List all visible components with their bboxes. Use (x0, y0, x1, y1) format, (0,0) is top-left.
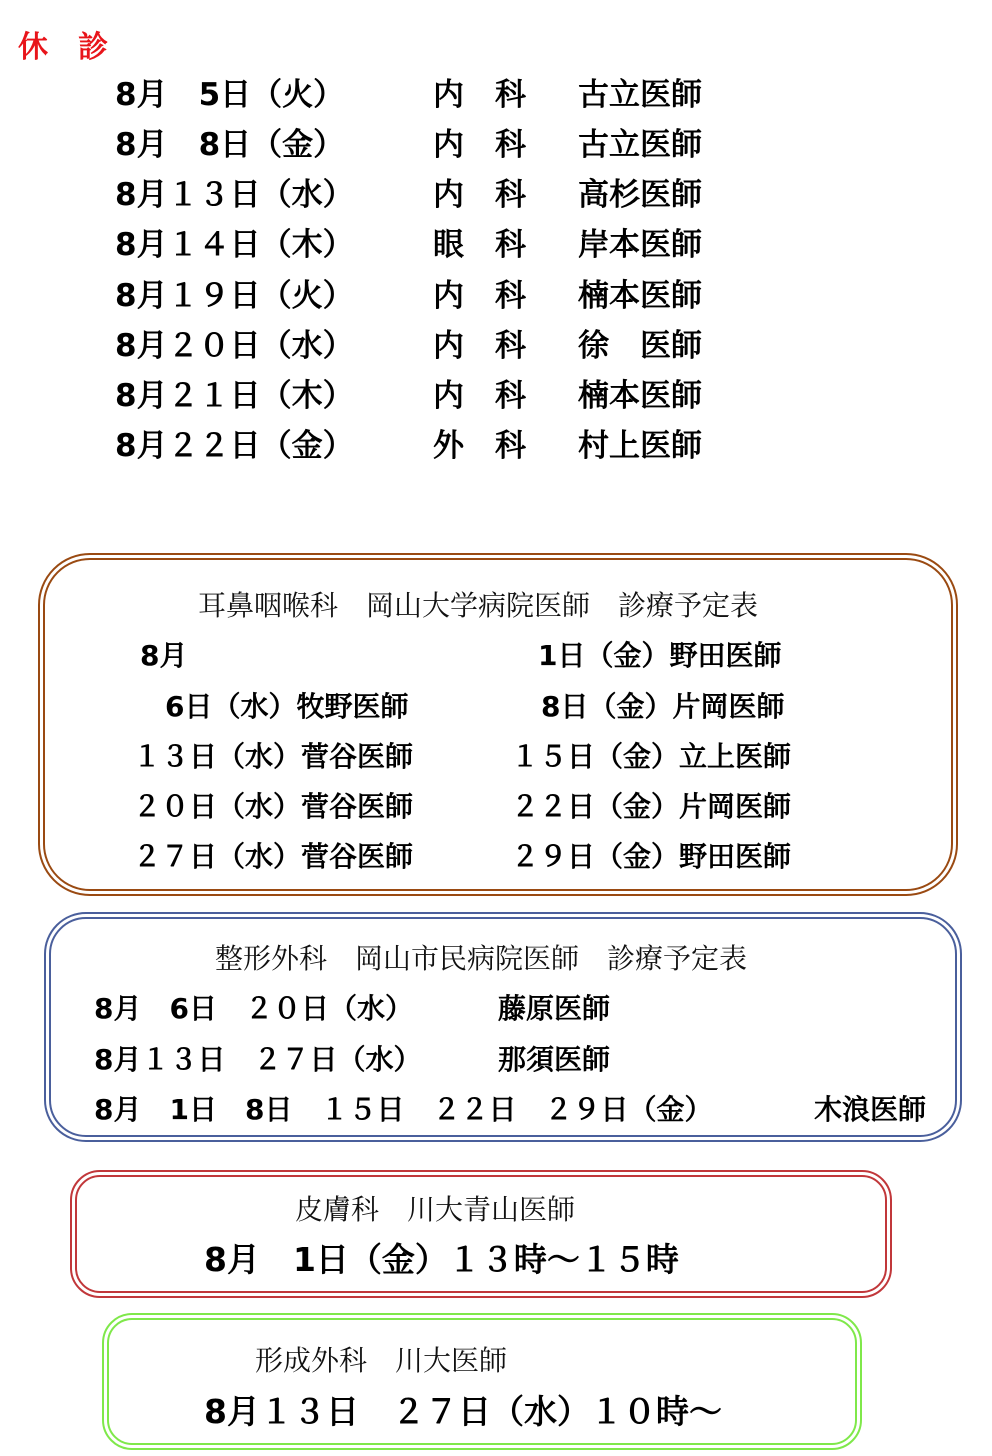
closure-row-doctor: 村上医師 (578, 428, 702, 464)
closure-row-date: 8月１３日（水） (115, 177, 354, 213)
closure-row-date: 8月 5日（火） (115, 77, 345, 113)
ent-month: 8月 (140, 639, 188, 672)
derm-schedule: 8月 1日（金）１３時～１５時 (204, 1240, 679, 1279)
ent-right-item: ２２日（金）片岡医師 (511, 790, 792, 823)
ent-right-item: 1日（金）野田医師 (538, 639, 782, 672)
closure-row-dept: 内 科 (433, 378, 526, 414)
closure-row-dept: 内 科 (433, 177, 526, 213)
ortho-heading: 整形外科 岡山市民病院医師 診療予定表 (215, 942, 748, 975)
closure-row-dept: 内 科 (433, 127, 526, 163)
derm-heading: 皮膚科 川大青山医師 (295, 1193, 576, 1226)
closure-title: 休 診 (18, 30, 108, 65)
ortho-row-doctor: 藤原医師 (498, 992, 611, 1025)
closure-row-dept: 眼 科 (433, 227, 526, 263)
closure-row-date: 8月１４日（木） (115, 227, 354, 263)
closure-row-doctor: 楠本医師 (578, 378, 702, 414)
closure-row-date: 8月２２日（金） (115, 428, 354, 464)
closure-row-dept: 内 科 (433, 278, 526, 314)
ent-right-item: ２９日（金）野田医師 (511, 840, 792, 873)
ent-heading: 耳鼻咽喉科 岡山大学病院医師 診療予定表 (198, 589, 759, 622)
closure-row-date: 8月２１日（木） (115, 378, 354, 414)
ortho-row-doctor: 木浪医師 (814, 1093, 927, 1126)
ent-left-item: 6日（水）牧野医師 (165, 690, 409, 723)
closure-row-dept: 内 科 (433, 77, 526, 113)
ortho-row-doctor: 那須医師 (498, 1043, 611, 1076)
closure-row-doctor: 高杉医師 (578, 177, 702, 213)
closure-row-dept: 外 科 (433, 428, 526, 464)
closure-row-date: 8月 8日（金） (115, 127, 345, 163)
closure-row-doctor: 徐 医師 (578, 328, 702, 364)
closure-row-date: 8月２０日（水） (115, 328, 354, 364)
plastic-heading: 形成外科 川大医師 (255, 1344, 508, 1377)
ent-left-item: ２０日（水）菅谷医師 (133, 790, 414, 823)
plastic-schedule: 8月１３日 ２７日（水）１０時～ (204, 1392, 722, 1431)
closure-row-doctor: 岸本医師 (578, 227, 702, 263)
ortho-row-dates: 8月 1日 8日 １５日 ２２日 ２９日（金） (94, 1093, 713, 1126)
ent-left-item: １３日（水）菅谷医師 (133, 740, 414, 773)
ortho-row-dates: 8月 6日 ２０日（水） (94, 992, 413, 1025)
ent-left-item: ２７日（水）菅谷医師 (133, 840, 414, 873)
closure-row-doctor: 古立医師 (578, 77, 702, 113)
ortho-row-dates: 8月１３日 ２７日（水） (94, 1043, 422, 1076)
closure-row-doctor: 楠本医師 (578, 278, 702, 314)
closure-row-dept: 内 科 (433, 328, 526, 364)
closure-row-date: 8月１９日（火） (115, 278, 354, 314)
ent-right-item: 8日（金）片岡医師 (541, 690, 785, 723)
ent-right-item: １５日（金）立上医師 (511, 740, 792, 773)
closure-row-doctor: 古立医師 (578, 127, 702, 163)
